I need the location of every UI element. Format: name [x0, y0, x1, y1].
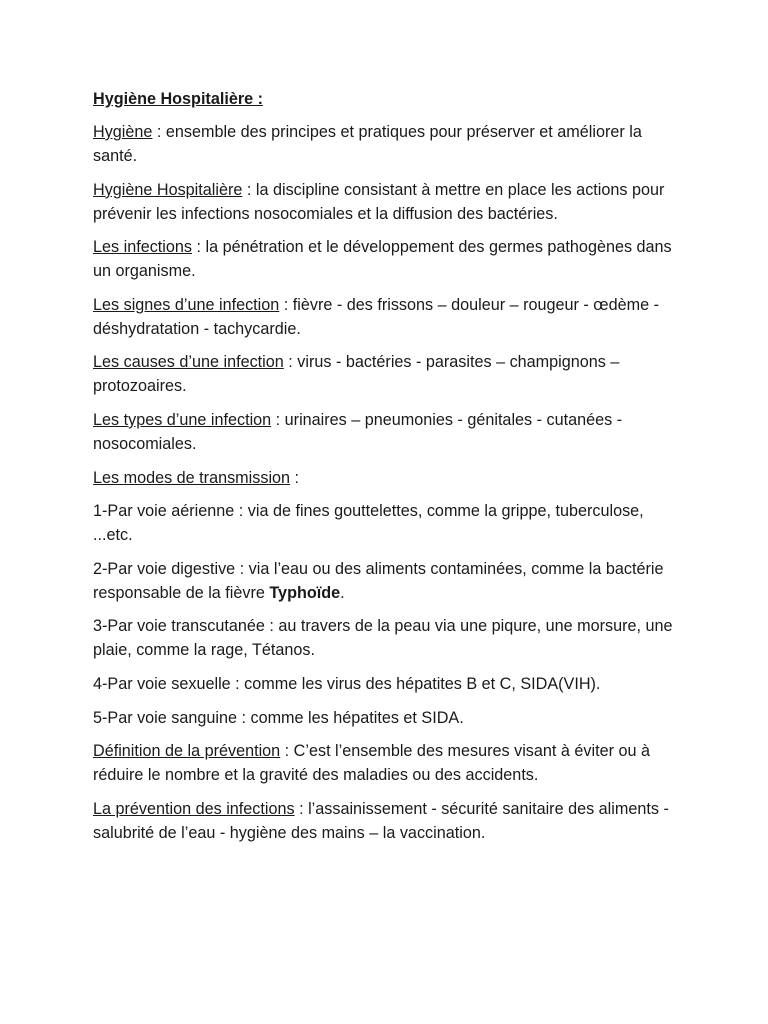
prevention-infections — [93, 797, 683, 845]
definition-infections — [93, 235, 683, 283]
definition-text: : — [290, 468, 300, 487]
definition-hygiene-hospitaliere — [93, 178, 683, 226]
definition-modes-transmission — [93, 466, 683, 490]
term-infections: Les infections — [93, 238, 192, 257]
document-title: Hygiène Hospitalière : — [93, 90, 264, 108]
term-modes-transmission: Les modes de transmission — [93, 468, 291, 487]
mode-text-end: . — [340, 583, 345, 602]
term-hygiene: Hygiène — [93, 123, 153, 141]
definition-prevention — [93, 739, 683, 787]
transmission-mode-sexuelle: 4-Par voie sexuelle : comme les virus des hépatites B et C, SIDA(VIH). — [93, 674, 601, 693]
term-signes: Les signes d’une infection — [93, 295, 280, 314]
definition-text: : urinaires – pneumonies - génitales - cutanées - nosocomiales. — [93, 410, 623, 453]
mode-text: 2-Par voie digestive : via l’eau ou des aliments contaminées, comme la bactérie responsable de la fièvre — [93, 559, 664, 602]
definition-text: : l’assainissement - sécurité sanitaire des aliments - salubrité de l’eau - hygiène des mains – la vaccination. — [93, 799, 669, 842]
definition-text: : virus - bactéries - parasites – champignons – protozoaires. — [93, 353, 620, 396]
term-prevention: Définition de la prévention — [93, 742, 281, 761]
transmission-mode-aerienne: 1-Par voie aérienne : via de fines gouttelettes, comme la grippe, tuberculose, ...etc. — [93, 502, 644, 545]
typhoide-bold: Typhoïde — [269, 583, 341, 602]
definition-text: : ensemble des principes et pratiques pour préserver et améliorer la santé. — [93, 123, 642, 165]
definition-text: : C’est l’ensemble des mesures visant à éviter ou à réduire le nombre et la gravité des maladies ou des accidents. — [93, 742, 650, 785]
transmission-mode-sanguine: 5-Par voie sanguine : comme les hépatites et SIDA. — [93, 708, 464, 727]
definition-types — [93, 408, 683, 456]
definition-signes — [93, 293, 683, 341]
transmission-mode-transcutanee: 3-Par voie transcutanée : au travers de la peau via une piqure, une morsure, une plaie, comme la rage, Tétanos. — [93, 617, 673, 660]
document-page — [93, 87, 683, 854]
definition-text: : la discipline consistant à mettre en place les actions pour prévenir les infections nosocomiales et la diffusion des bactéries. — [93, 180, 665, 223]
term-types: Les types d’une infection — [93, 410, 272, 429]
term-prevention-infections: La prévention des infections — [93, 799, 295, 818]
term-causes: Les causes d’une infection — [93, 353, 284, 372]
definition-text: : la pénétration et le développement des germes pathogènes dans un organisme. — [93, 238, 672, 281]
definition-hygiene — [93, 120, 683, 168]
transmission-mode-digestive — [93, 557, 683, 605]
term-hygiene-hospitaliere: Hygiène Hospitalière — [93, 180, 243, 199]
definition-text: : fièvre - des frissons – douleur – rougeur - œdème - déshydratation - tachycardie. — [93, 295, 659, 338]
definition-causes — [93, 350, 683, 398]
